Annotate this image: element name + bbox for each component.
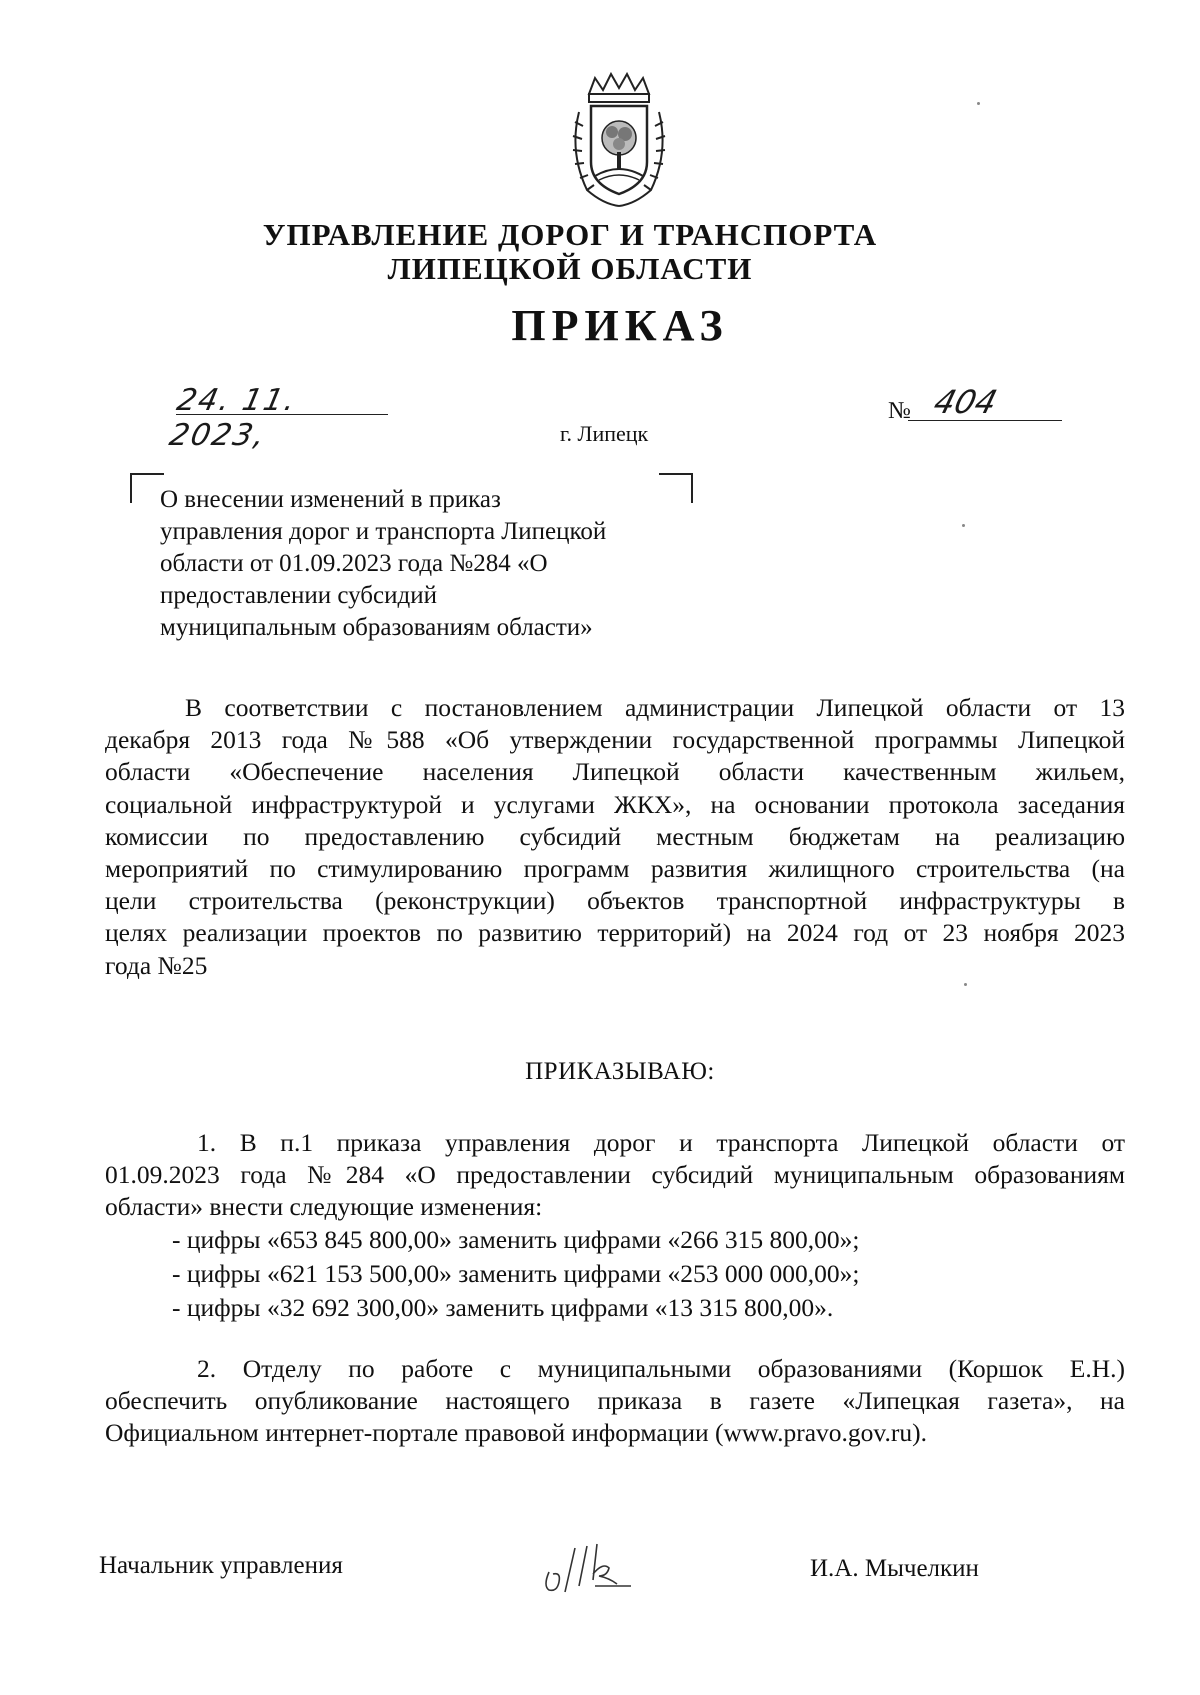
item-1-changes-list (172, 1223, 859, 1325)
item-2-line: 2. Отделу по работе с муниципальными образованиями (Коршок Е.Н.) (197, 1354, 1125, 1383)
scan-speck (977, 102, 980, 105)
preamble-line: области «Обеспечение населения Липецкой области качественным жильем, (105, 757, 1125, 787)
preamble-paragraph (105, 692, 1125, 982)
subject-corner-left (130, 473, 164, 503)
preamble-line: В соответствии с постановлением администрации Липецкой области от 13 (185, 693, 1125, 722)
handwritten-date: 24. 11. 2023, (166, 383, 301, 453)
scan-speck (962, 524, 965, 527)
date-underline (176, 414, 388, 415)
item-2-paragraph (105, 1353, 1125, 1450)
item-2-line: Официальном интернет-портале правовой информации (www.pravo.gov.ru). (105, 1418, 927, 1448)
scan-speck (964, 983, 967, 986)
change-item: - цифры «32 692 300,00» заменить цифрами «13 315 800,00». (172, 1293, 834, 1322)
organization-name-line1: УПРАВЛЕНИЕ ДОРОГ И ТРАНСПОРТА (262, 217, 878, 252)
organization-name-line2: ЛИПЕЦКОЙ ОБЛАСТИ (387, 251, 753, 286)
change-item: - цифры «653 845 800,00» заменить цифрами «266 315 800,00»; (172, 1225, 860, 1254)
handwritten-signature (535, 1528, 655, 1598)
subject-line: управления дорог и транспорта Липецкой (160, 518, 607, 545)
handwritten-number: 404 (929, 383, 1002, 421)
subject-line: области от 01.09.2023 года №284 «О (160, 550, 548, 577)
document-type-title: ПРИКАЗ (511, 301, 729, 350)
signatory-name: И.А. Мычелкин (810, 1555, 979, 1582)
lipetsk-coat-of-arms-icon (567, 72, 671, 208)
signatory-title: Начальник управления (99, 1552, 343, 1579)
preamble-line: цели строительства (реконструкции) объектов транспортной инфраструктуры в (105, 886, 1125, 916)
number-underline (908, 420, 1062, 421)
preamble-line: декабря 2013 года №588 «Об утверждении государственной программы Липецкой (105, 725, 1125, 755)
preamble-line: комиссии по предоставлению субсидий местным бюджетам на реализацию (105, 821, 1125, 851)
preamble-line: года №25 (105, 950, 208, 980)
change-item: - цифры «621 153 500,00» заменить цифрами «253 000 000,00»; (172, 1259, 860, 1288)
item-1-line: 01.09.2023 года №284 «О предоставлении субсидий муниципальным образованиям (105, 1160, 1125, 1190)
subject-line: муниципальным образованиям области» (160, 614, 593, 641)
number-label: № (888, 398, 911, 424)
item-2-line: обеспечить опубликование настоящего приказа в газете «Липецкая газета», на (105, 1386, 1125, 1416)
order-heading: ПРИКАЗЫВАЮ: (525, 1058, 715, 1085)
subject-line: предоставлении субсидий (160, 582, 437, 609)
preamble-line: мероприятий по стимулированию программ развития жилищного строительства (на (105, 854, 1125, 884)
city: г. Липецк (560, 421, 649, 446)
item-1-line: 1. В п.1 приказа управления дорог и транспорта Липецкой области от (197, 1128, 1125, 1157)
subject-line: О внесении изменений в приказ (160, 486, 501, 513)
preamble-line: целях реализации проектов по развитию территорий) на 2024 год от 23 ноября 2023 (105, 918, 1125, 948)
item-1-paragraph (105, 1127, 1125, 1224)
item-1-line: области» внести следующие изменения: (105, 1192, 543, 1222)
preamble-line: социальной инфраструктурой и услугами ЖКХ», на основании протокола заседания (105, 789, 1125, 819)
subject-block (160, 484, 680, 644)
